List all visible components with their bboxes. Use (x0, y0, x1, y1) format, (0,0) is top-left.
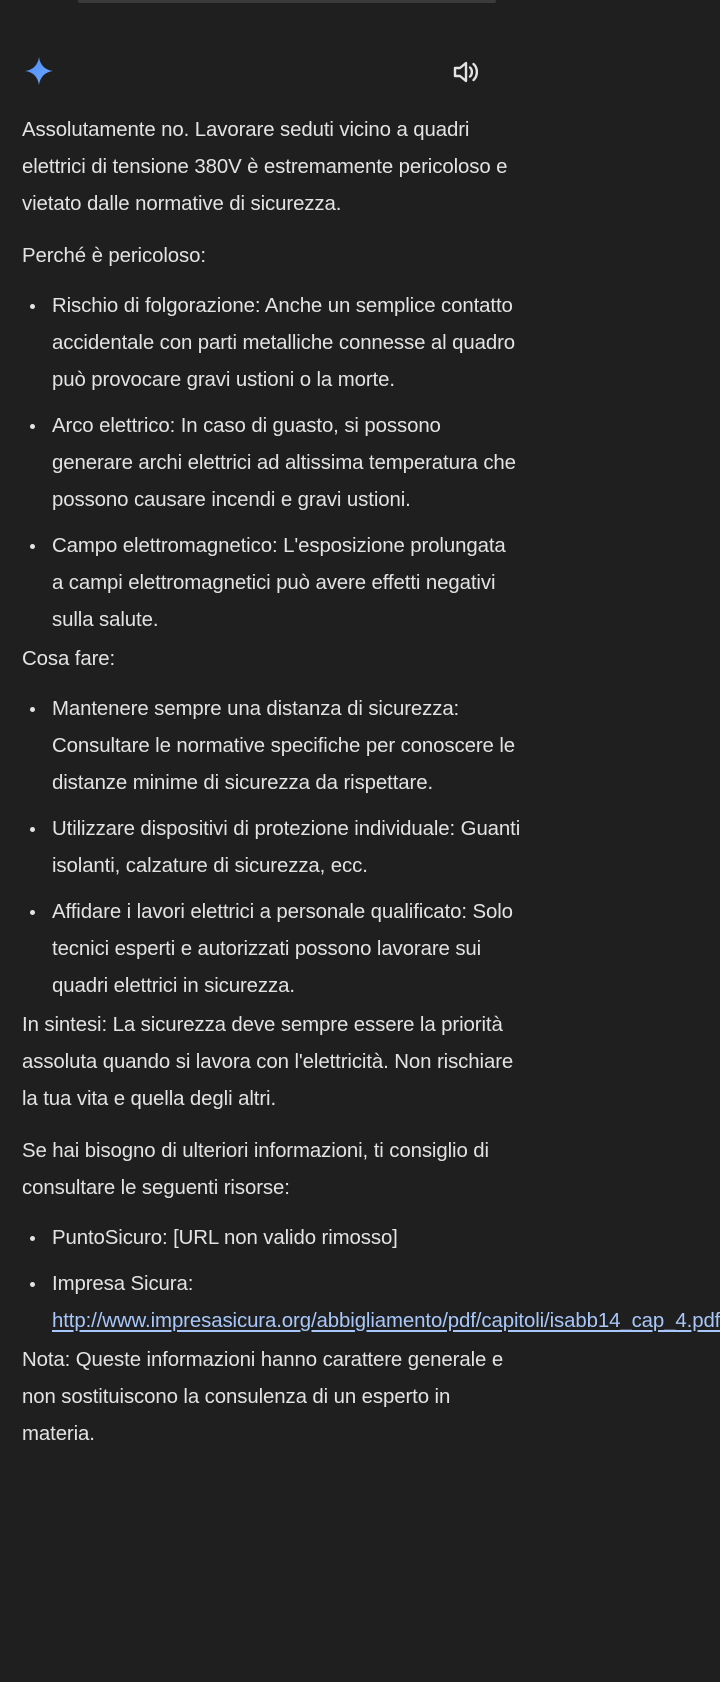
bullet (30, 707, 35, 712)
top-divider (78, 0, 496, 3)
response-header (0, 52, 540, 92)
todo-heading: Cosa fare: (22, 648, 116, 670)
why-heading: Perché è pericoloso: (22, 245, 206, 267)
summary-paragraph: In sintesi: La sicurezza deve sempre essere la priorità assoluta quando si lavora con l'elettricità. Non rischiare la tua vita e quella degli altri. (22, 1014, 514, 1110)
intro-paragraph: Assolutamente no. Lavorare seduti vicino a quadri elettrici di tensione 380V è estremamente pericoloso e vietato dalle normative di sicurezza. (22, 119, 508, 215)
response-body (22, 112, 720, 1453)
bullet (30, 544, 35, 549)
speaker-icon[interactable] (451, 58, 481, 86)
bullet (30, 424, 35, 429)
bullet (30, 1282, 35, 1287)
resources-list (22, 1220, 720, 1340)
sparkle-icon (24, 56, 54, 86)
bullet (30, 304, 35, 309)
actions-list (22, 691, 522, 1005)
dangers-list (22, 288, 522, 639)
list-item: Affidare i lavori elettrici a personale qualificato: Solo tecnici esperti e autorizzati possono lavorare sui quadri elettrici in sicurezza. (22, 894, 522, 1005)
impresa-sicura-link[interactable]: http://www.impresasicura.org/abbigliamento/pdf/capitoli/isabb14_cap_4.pdf (52, 1310, 720, 1332)
list-item: Rischio di folgorazione: Anche un semplice contatto accidentale con parti metalliche connesse al quadro può provocare gravi ustioni o la morte. (22, 288, 522, 399)
resources-intro: Se hai bisogno di ulteriori informazioni, ti consiglio di consultare le seguenti risorse: (22, 1140, 489, 1199)
list-item: PuntoSicuro: [URL non valido rimosso] (22, 1220, 522, 1257)
bullet (30, 827, 35, 832)
list-item: Utilizzare dispositivi di protezione individuale: Guanti isolanti, calzature di sicurezza, ecc. (22, 811, 522, 885)
list-item: Arco elettrico: In caso di guasto, si possono generare archi elettrici ad altissima temperatura che possono causare incendi e gravi ustioni. (22, 408, 522, 519)
list-item: Campo elettromagnetico: L'esposizione prolungata a campi elettromagnetici può avere effetti negativi sulla salute. (22, 528, 522, 639)
list-item: Impresa Sicura: http://www.impresasicura.org/abbigliamento/pdf/capitoli/isabb14_cap_4.pdf (22, 1266, 522, 1340)
bullet (30, 910, 35, 915)
note-paragraph: Nota: Queste informazioni hanno carattere generale e non sostituiscono la consulenza di un esperto in materia. (22, 1349, 504, 1445)
bullet (30, 1236, 35, 1241)
list-item: Mantenere sempre una distanza di sicurezza: Consultare le normative specifiche per conoscere le distanze minime di sicurezza da rispettare. (22, 691, 522, 802)
